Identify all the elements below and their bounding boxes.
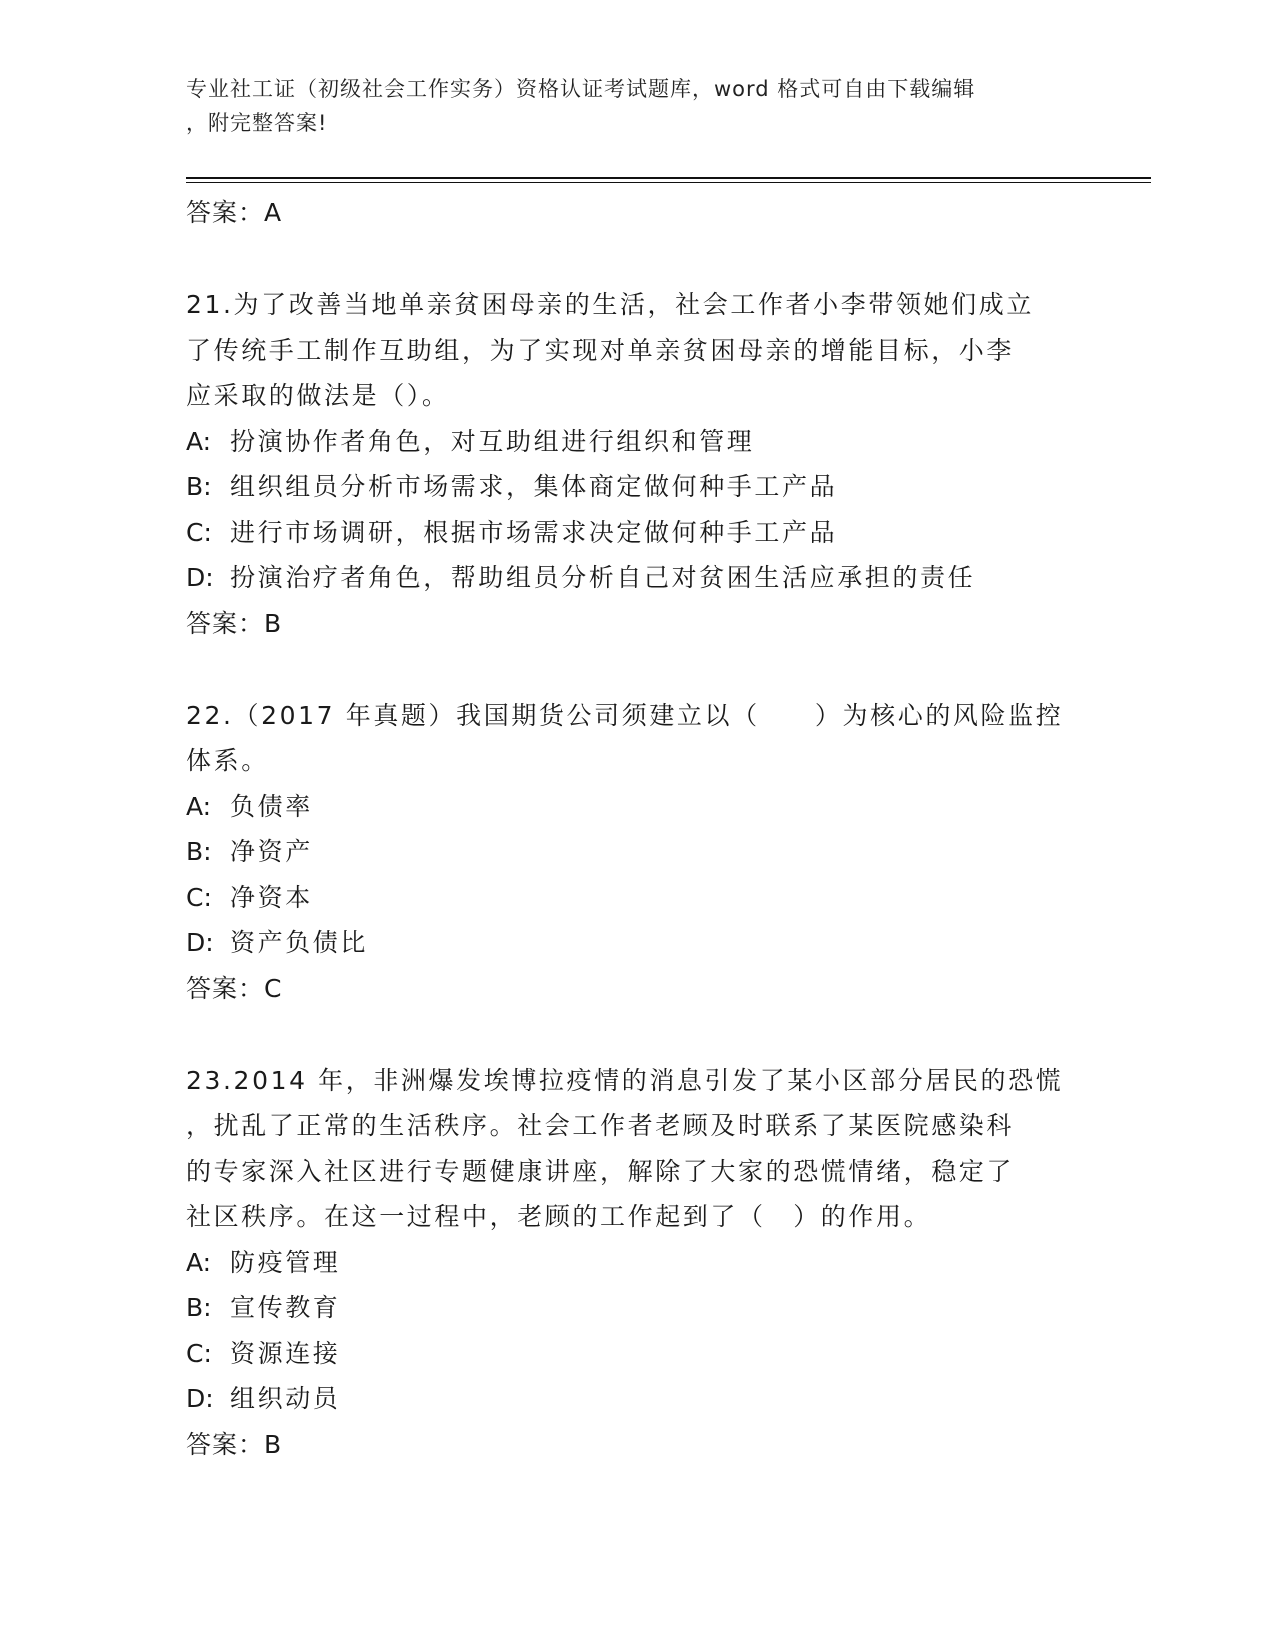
- option-letter: A:: [186, 1247, 212, 1277]
- spacer: [186, 235, 1091, 282]
- option-d: [186, 555, 1091, 601]
- answer-line: 答案：C: [186, 973, 283, 1003]
- option-text: 进行市场调研，根据市场需求决定做何种手工产品: [230, 517, 838, 547]
- option-text: 扮演治疗者角色，帮助组员分析自己对贫困生活应承担的责任: [230, 563, 976, 592]
- question-block: [186, 693, 1091, 1011]
- spacer: [186, 1011, 1091, 1058]
- option-text: 防疫管理: [230, 1247, 341, 1277]
- option-text: 负债率: [230, 791, 313, 821]
- question-text-line: 了传统手工制作互助组，为了实现对单亲贫困母亲的增能目标，小李: [186, 335, 1015, 365]
- option-b: [186, 1285, 1091, 1331]
- page-header: [186, 72, 1086, 140]
- option-a: [186, 1240, 1091, 1286]
- header-title-line-1: 专业社工证（初级社会工作实务）资格认证考试题库，word 格式可自由下载编辑: [186, 77, 976, 101]
- previous-answer: 答案：A: [186, 198, 283, 227]
- option-letter: B:: [186, 472, 212, 501]
- option-text: 资产负债比: [230, 928, 369, 957]
- option-text: 资源连接: [230, 1338, 341, 1368]
- option-letter: B:: [186, 1293, 212, 1322]
- option-text: 扮演协作者角色，对互助组进行组织和管理: [230, 426, 755, 456]
- option-letter: B:: [186, 837, 212, 866]
- question-text-line: 23.2014 年，非洲爆发埃博拉疫情的消息引发了某小区部分居民的恐慌: [186, 1065, 1064, 1095]
- option-letter: D:: [186, 1384, 214, 1413]
- question-block: [186, 1058, 1091, 1467]
- question-text-line: 应采取的做法是（）。: [186, 381, 450, 410]
- option-letter: D:: [186, 563, 214, 592]
- option-d: [186, 1376, 1091, 1422]
- question-list: [186, 190, 1091, 1467]
- header-divider-thin: [186, 182, 1151, 183]
- option-c: [186, 875, 1091, 921]
- option-letter: C:: [186, 517, 212, 547]
- option-letter: A:: [186, 426, 212, 456]
- answer-line: 答案：B: [186, 1429, 283, 1459]
- option-c: [186, 510, 1091, 556]
- option-text: 净资本: [230, 882, 313, 912]
- header-title-line-2: ，附完整答案!: [186, 111, 328, 135]
- option-b: [186, 829, 1091, 875]
- option-letter: C:: [186, 1338, 212, 1368]
- option-text: 宣传教育: [230, 1293, 341, 1322]
- option-c: [186, 1331, 1091, 1377]
- question-text-line: 的专家深入社区进行专题健康讲座，解除了大家的恐慌情绪，稳定了: [186, 1156, 1015, 1186]
- question-text-line: 体系。: [186, 746, 269, 775]
- question-block: [186, 282, 1091, 646]
- spacer: [186, 646, 1091, 693]
- question-text-line: 22.（2017 年真题）我国期货公司须建立以（ ）为核心的风险监控: [186, 700, 1064, 730]
- option-a: [186, 419, 1091, 465]
- option-letter: D:: [186, 928, 214, 957]
- option-d: [186, 920, 1091, 966]
- answer-line: 答案：B: [186, 608, 283, 638]
- option-letter: A:: [186, 791, 212, 821]
- question-text-line: 21.为了改善当地单亲贫困母亲的生活，社会工作者小李带领她们成立: [186, 290, 1034, 319]
- question-text-line: 社区秩序。在这一过程中，老顾的工作起到了（ ）的作用。: [186, 1202, 932, 1231]
- header-divider-thick: [186, 177, 1151, 179]
- option-a: [186, 784, 1091, 830]
- option-text: 净资产: [230, 837, 313, 866]
- option-text: 组织组员分析市场需求，集体商定做何种手工产品: [230, 472, 838, 501]
- option-letter: C:: [186, 882, 212, 912]
- option-b: [186, 464, 1091, 510]
- option-text: 组织动员: [230, 1384, 341, 1413]
- question-text-line: ，扰乱了正常的生活秩序。社会工作者老顾及时联系了某医院感染科: [186, 1111, 1015, 1140]
